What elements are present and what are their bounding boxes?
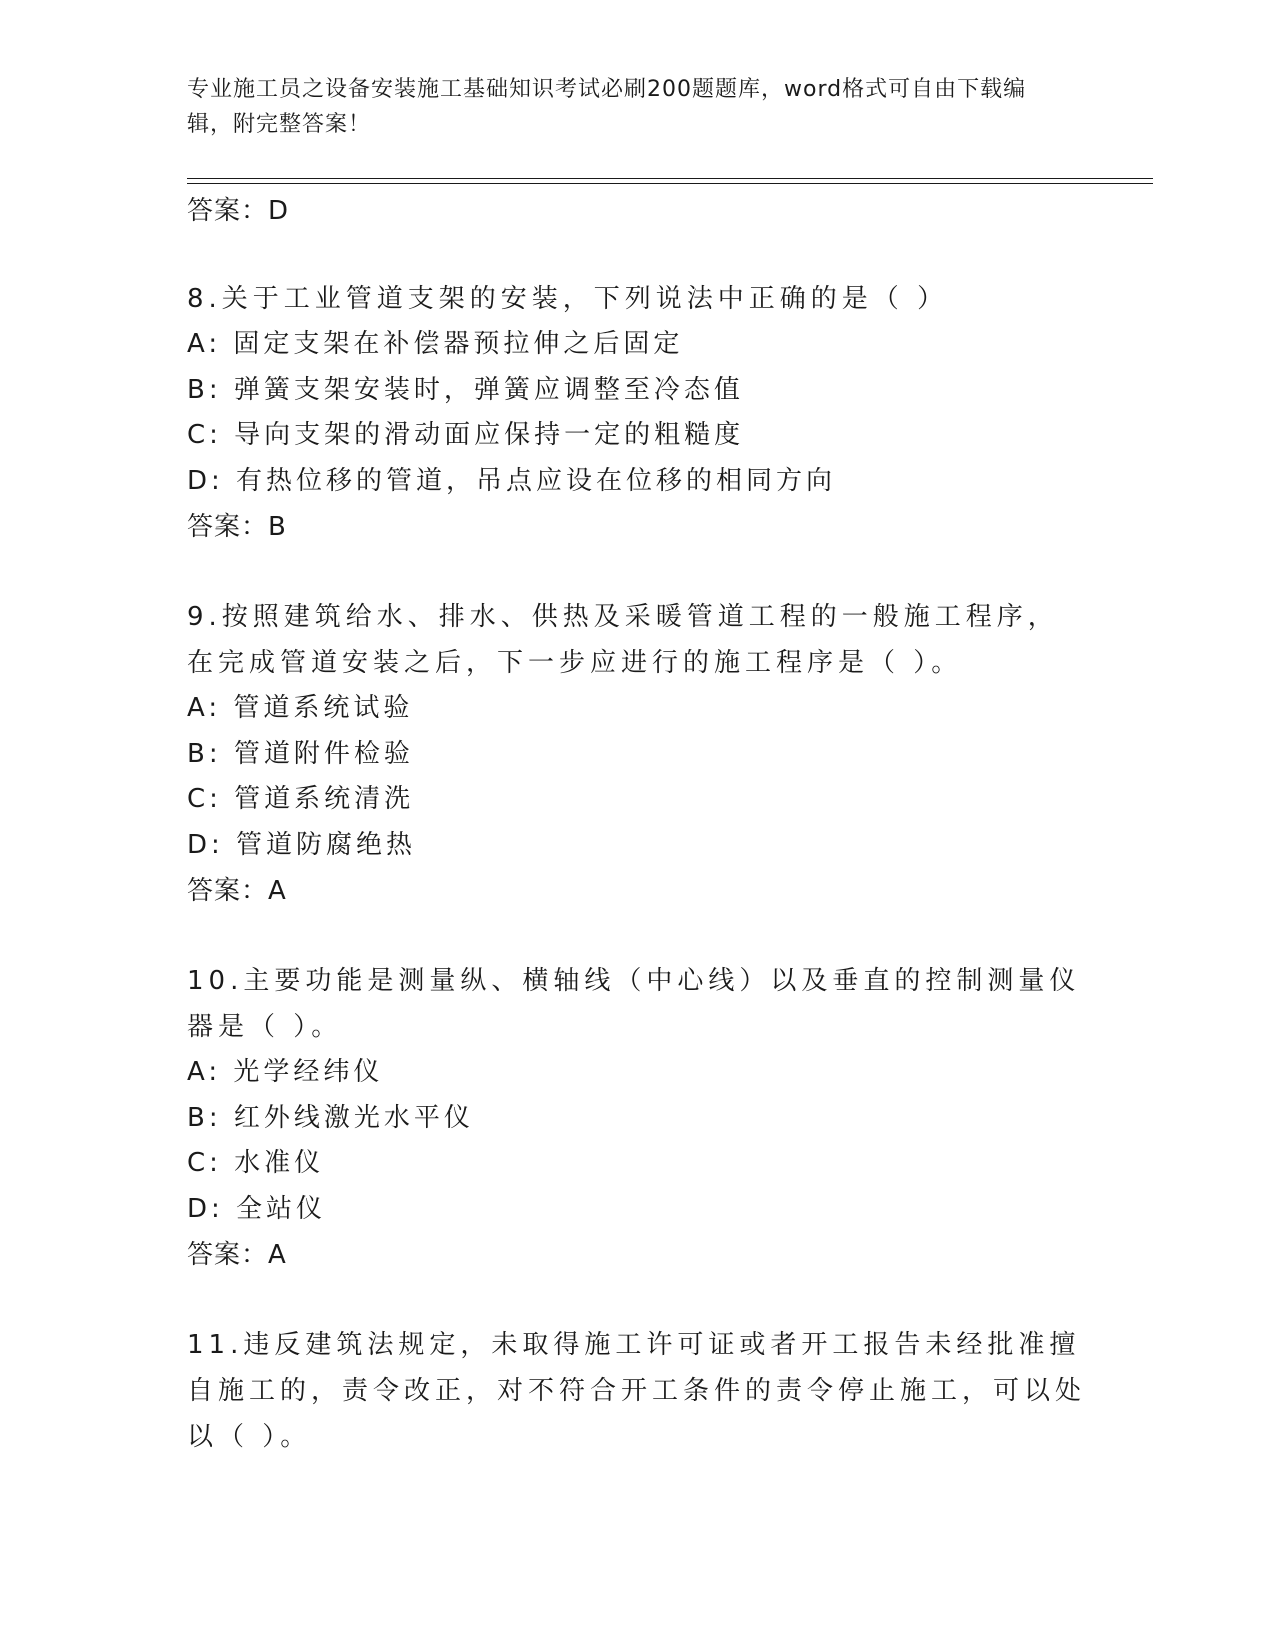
option-d: D: 全站仪 [187, 1193, 327, 1224]
option-b: B: 管道附件检验 [187, 738, 414, 769]
option-a: A: 光学经纬仪 [187, 1057, 384, 1087]
option-c: C: 管道系统清洗 [187, 784, 415, 814]
option-b: B: 红外线激光水平仪 [187, 1102, 474, 1133]
document-header: 专业施工员之设备安装施工基础知识考试必刷200题题库，word格式可自由下载编辑，附完整答案！ [187, 77, 1027, 137]
question-11 [187, 1322, 1087, 1460]
question-stem: 10.主要功能是测量纵、横轴线（中心线）以及垂直的控制测量仪器是（ ）。 [187, 966, 1081, 1042]
option-a: A: 管道系统试验 [187, 693, 414, 723]
option-d: D: 管道防腐绝热 [187, 829, 417, 860]
header-divider-top [187, 178, 1153, 179]
option-c: C: 水准仪 [187, 1148, 325, 1178]
previous-answer: 答案：D [187, 196, 290, 226]
option-b: B: 弹簧支架安装时，弹簧应调整至冷态值 [187, 374, 744, 405]
question-answer: 答案：A [187, 1240, 287, 1270]
question-answer: 答案：A [187, 876, 287, 906]
question-list [187, 188, 1087, 1460]
question-stem: 11.违反建筑法规定，未取得施工许可证或者开工报告未经批准擅自施工的，责令改正，对不符合开工条件的责令停止施工，可以处以（ ）。 [187, 1330, 1087, 1452]
option-c: C: 导向支架的滑动面应保持一定的粗糙度 [187, 420, 745, 450]
option-a: A: 固定支架在补偿器预拉伸之后固定 [187, 329, 684, 359]
question-stem: 9.按照建筑给水、排水、供热及采暖管道工程的一般施工程序，在完成管道安装之后，下一步应进行的施工程序是（ ）。 [187, 602, 1059, 678]
question-8 [187, 276, 1087, 550]
option-d: D: 有热位移的管道，吊点应设在位移的相同方向 [187, 465, 837, 496]
question-10 [187, 958, 1087, 1278]
question-answer: 答案：B [187, 512, 287, 542]
question-9 [187, 594, 1087, 914]
question-stem: 8.关于工业管道支架的安装，下列说法中正确的是（ ） [187, 284, 949, 314]
header-divider-bottom [187, 183, 1153, 184]
